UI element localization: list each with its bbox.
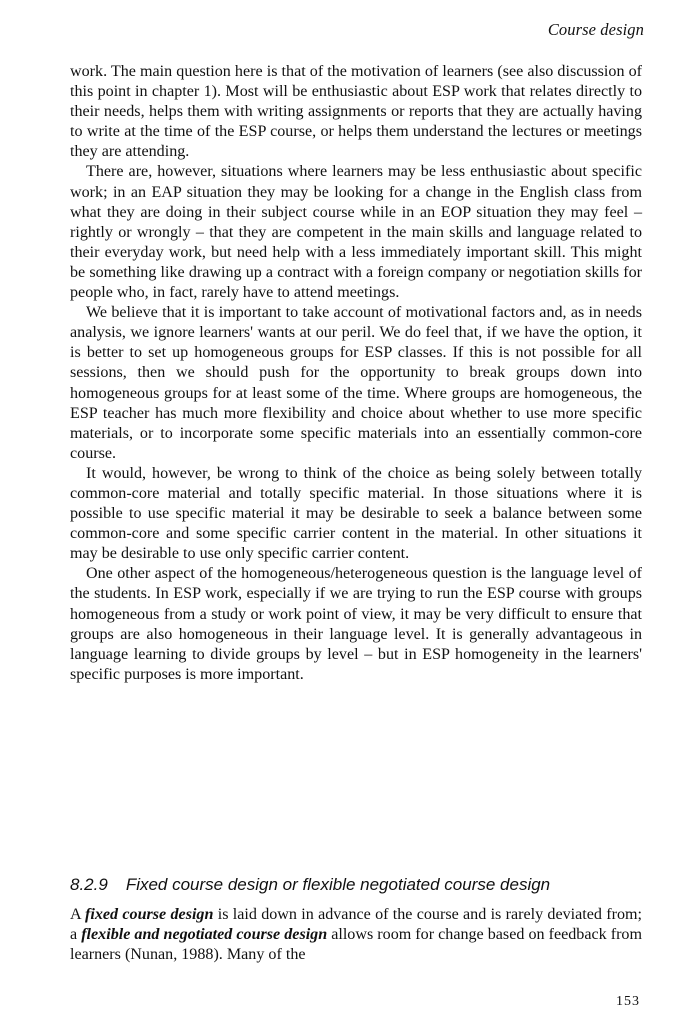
paragraph-text: A: [70, 906, 86, 923]
section-paragraph: [70, 905, 642, 965]
page-number: 153: [616, 994, 640, 1009]
defined-term: flexible and negotiated course design: [81, 926, 328, 944]
paragraph: We believe that it is important to take account of motivational factors and, as in needs analysis, we ignore learners' wants at our peril. We do feel that, if we have the option, it is better to set up homogeneous groups for ESP classes. If this is not possible for all sessions, then we should push for the opportunity to break groups down into homogeneous groups for at least some of the time. Where groups are homogeneous, the ESP teacher has much more flexibility and choice about whether to use more specific materials, or to incorporate some specific materials into an essentially common-core course.: [70, 304, 642, 462]
section-heading: [70, 874, 642, 896]
running-head: Course design: [547, 20, 644, 39]
paragraph: It would, however, be wrong to think of the choice as being solely between totally common-core material and totally specific material. In those situations where it is possible to use specific material it may be desirable to seek a balance between some common-core and some specific carrier content in the material. In other situations it may be desirable to use only specific carrier content.: [70, 464, 642, 563]
paragraph: work. The main question here is that of the motivation of learners (see also discussion of this point in chapter 1). Most will be enthusiastic about ESP work that relates directly to their needs, helps them with writing assignments or reports that they are actually having to write at the time of the ESP course, or helps them understand the lectures or meetings they are attending.: [70, 63, 642, 161]
section-title: Fixed course design or flexible negotiated course design: [125, 875, 551, 894]
paragraph-text: is laid down in advance of the course and is rarely deviated from; a: [70, 906, 642, 944]
body-text: [70, 62, 642, 685]
paragraph-text: allows room for change based on feedback from learners (Nunan, 1988). Many of the: [70, 926, 642, 964]
paragraph: One other aspect of the homogeneous/heterogeneous question is the language level of the students. In ESP work, especially if we are trying to run the ESP course with groups homogeneous from a study or work point of view, it may be very difficult to ensure that groups are also homogeneous in their language level. It is generally advantageous in language learning to divide groups by level – but in ESP homogeneity in the learners' specific purposes is more important.: [70, 565, 642, 683]
paragraph: There are, however, situations where learners may be less enthusiastic about specific work; in an EAP situation they may be looking for a change in the English class from what they are doing in their subject course while in an EOP situation they may feel – rightly or wrongly – that they are competent in the main skills and language related to their everyday work, but need help with a less immediately important skill. This might be something like drawing up a contract with a foreign company or negotiation skills for people who, in fact, rarely have to attend meetings.: [70, 163, 642, 302]
defined-term: fixed course design: [85, 906, 214, 923]
section-number: 8.2.9: [70, 875, 108, 894]
